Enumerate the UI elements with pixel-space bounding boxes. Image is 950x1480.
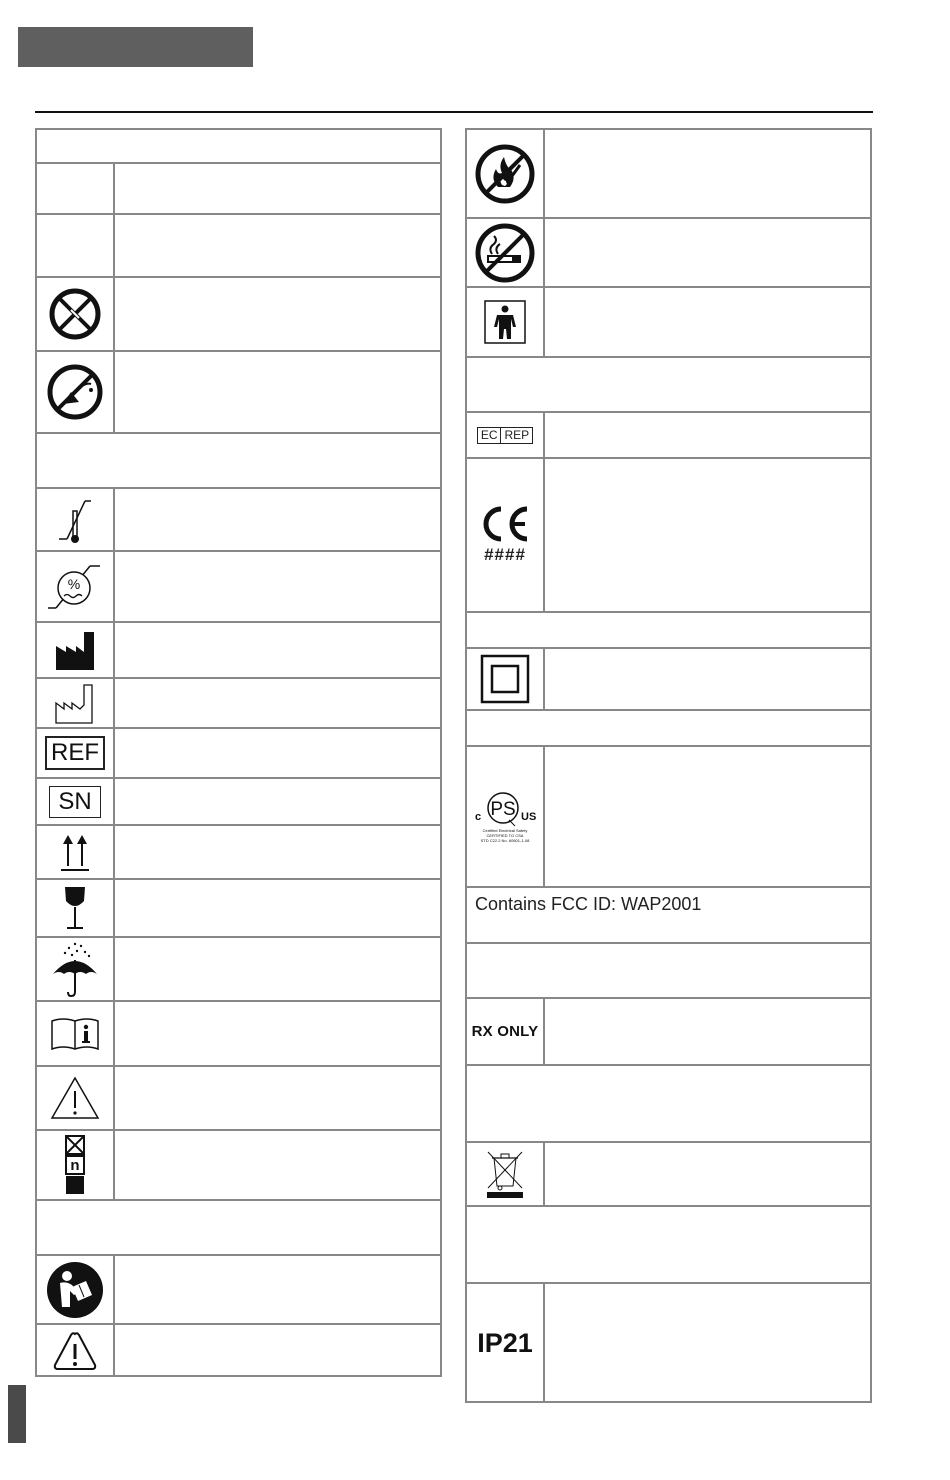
- table-section-row: [35, 432, 440, 487]
- table-row: [35, 777, 440, 824]
- symbols-table-left: [35, 128, 442, 1377]
- ec-rep-icon: EC REP: [477, 427, 533, 444]
- svg-text:%: %: [67, 575, 81, 592]
- table-row: [35, 1129, 440, 1199]
- table-row: [35, 621, 440, 677]
- table-section-row: [465, 1205, 870, 1282]
- table-row: [465, 745, 870, 886]
- table-row: [35, 162, 440, 213]
- table-row: [35, 276, 440, 350]
- read-manual-icon: [46, 1261, 104, 1319]
- table-row: [465, 647, 870, 709]
- temperature-limit-icon: [55, 493, 95, 547]
- table-row: [35, 350, 440, 432]
- table-row: [465, 997, 870, 1064]
- svg-text:US: US: [521, 811, 537, 823]
- table-section-row: [35, 1199, 440, 1254]
- fcc-id-text: Contains FCC ID: WAP2001: [475, 894, 702, 914]
- table-section-row: [465, 356, 870, 411]
- table-row: [35, 824, 440, 878]
- table-row: [465, 128, 870, 217]
- svg-text:PS: PS: [490, 799, 516, 820]
- caution-icon: [50, 1076, 100, 1120]
- no-smoking-icon: [474, 222, 536, 284]
- table-row: [35, 1000, 440, 1065]
- csa-certification-text: Certified Electrical Safety CERTIFIED TO CSA STD C22.2 No. 60601-1-08: [480, 828, 530, 843]
- table-section-row: [465, 709, 870, 745]
- class-ii-equipment-icon: [480, 654, 530, 704]
- table-row: [465, 1282, 870, 1403]
- ce-notified-body-number: ####: [484, 545, 526, 564]
- warning-icon: [53, 1331, 97, 1371]
- table-row: [465, 286, 870, 356]
- no-oil-grease-icon: [45, 362, 105, 422]
- table-row: [465, 1141, 870, 1205]
- stacking-limit-icon: [62, 1134, 88, 1196]
- ce-mark-icon: [479, 505, 531, 543]
- table-row: [465, 217, 870, 286]
- table-header-row: [35, 128, 440, 162]
- weee-disposal-icon: [484, 1148, 526, 1200]
- serial-number-icon: SN: [49, 786, 100, 818]
- table-row: [35, 727, 440, 777]
- consult-instructions-icon: [50, 1017, 100, 1051]
- fcc-row: [465, 886, 870, 942]
- no-modification-icon: [47, 286, 103, 342]
- catalogue-number-icon: REF: [45, 736, 105, 770]
- table-section-row: [465, 611, 870, 647]
- symbols-table-right: [465, 128, 872, 1403]
- humidity-limit-icon: [44, 556, 106, 618]
- table-section-row: [465, 1064, 870, 1141]
- ip21-icon: IP21: [477, 1328, 533, 1358]
- rx-only-icon: RX ONLY: [471, 1023, 539, 1040]
- table-row: [35, 878, 440, 936]
- table-row: [35, 550, 440, 621]
- fragile-icon: [62, 885, 88, 931]
- keep-dry-icon: [51, 940, 99, 998]
- date-of-manufacture-icon: [54, 681, 96, 725]
- type-bf-applied-part-icon: [483, 299, 527, 345]
- table-row: [35, 677, 440, 727]
- table-row: [35, 936, 440, 1000]
- section-header-tab: [18, 27, 253, 67]
- table-row: [35, 487, 440, 550]
- table-row: [35, 1323, 440, 1377]
- table-row: [35, 1065, 440, 1129]
- table-row: [35, 1254, 440, 1323]
- table-row: [465, 457, 870, 611]
- svg-text:n: n: [70, 1157, 80, 1174]
- csa-certification-icon: [471, 790, 539, 828]
- svg-text:c: c: [475, 811, 482, 823]
- manufacturer-icon: [54, 628, 96, 672]
- no-open-flame-icon: [474, 143, 536, 205]
- table-section-row: [465, 942, 870, 997]
- header-rule: [35, 111, 873, 113]
- page-side-tab: [8, 1385, 26, 1443]
- this-way-up-icon: [59, 832, 91, 872]
- table-row: [35, 213, 440, 276]
- table-row: [465, 411, 870, 457]
